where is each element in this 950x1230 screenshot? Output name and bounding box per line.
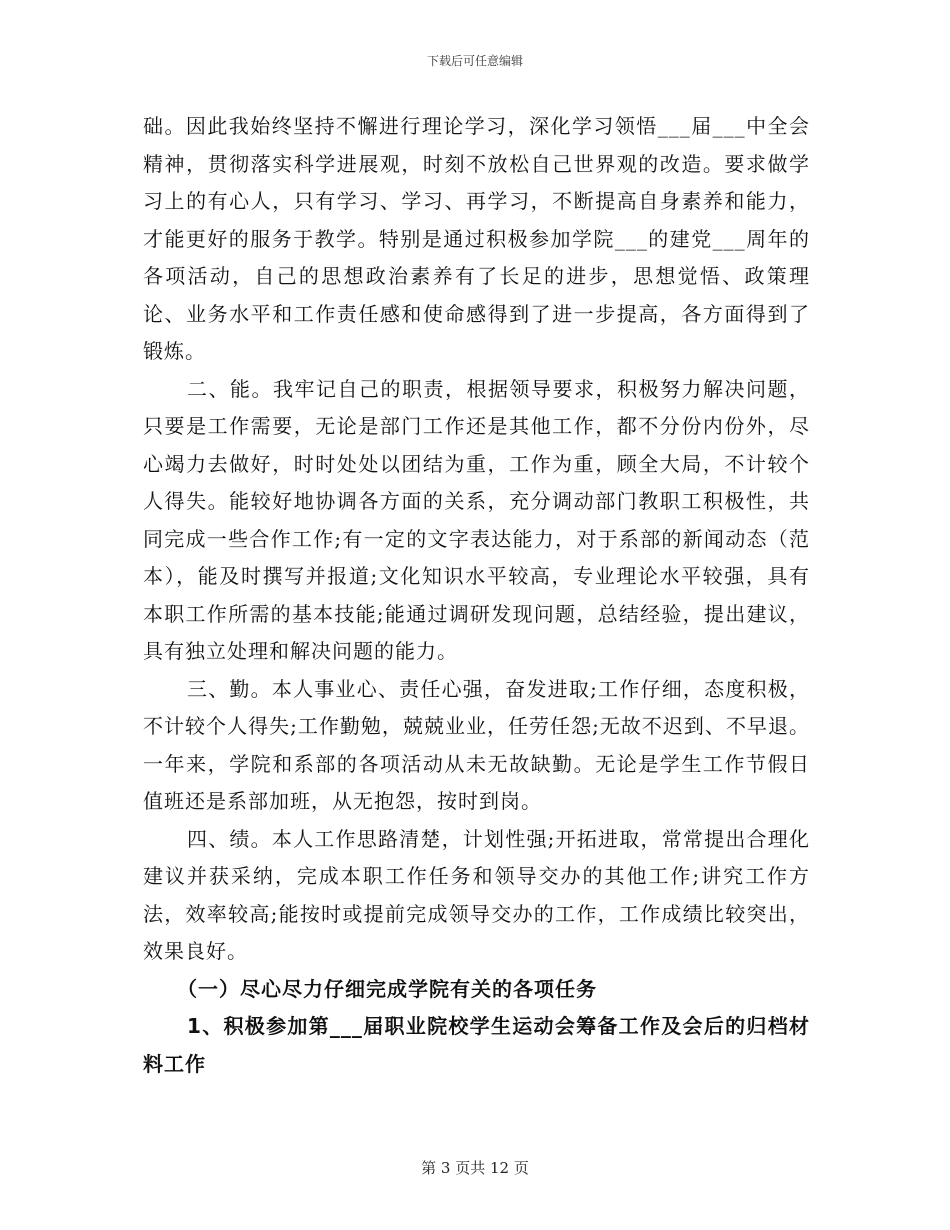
paragraph-achievement: 四、绩。本人工作思路清楚，计划性强;开拓进取，常常提出合理化建议并获采纳，完成本职工作任务和领导交办的其他工作;讲究工作方法，效率较高;能按时或提前完成领导交办的工作，工作成绩比较突出，效果良好。 <box>143 826 810 963</box>
page-header: 下载后可任意编辑 <box>426 54 523 68</box>
page-footer: 第 3 页共 12 页 <box>421 1159 529 1177</box>
document-body <box>143 108 810 1083</box>
paragraph-diligence: 三、勤。本人事业心、责任心强，奋发进取;工作仔细，态度积极，不计较个人得失;工作勤勉，兢兢业业，任劳任怨;无故不迟到、不早退。一年来，学院和系部的各项活动从未无故缺勤。无论是学生工作节假日值班还是系部加班，从无抱怨，按时到岗。 <box>143 676 810 813</box>
paragraph-intro-continued: 础。因此我始终坚持不懈进行理论学习，深化学习领悟___届___中全会精神，贯彻落实科学进展观，时刻不放松自己世界观的改造。要求做学习上的有心人，只有学习、学习、再学习，不断提高自身素养和能力，才能更好的服务于教学。特别是通过积极参加学院___的建党___周年的各项活动，自己的思想政治素养有了长足的进步，思想觉悟、政策理论、业务水平和工作责任感和使命感得到了进一步提高，各方面得到了锻炼。 <box>143 114 810 363</box>
section-heading-1: （一）尽心尽力仔细完成学院有关的各项任务 <box>177 976 597 1001</box>
subsection-heading-1: 1、积极参加第___届职业院校学生运动会筹备工作及会后的归档材料工作 <box>143 1014 810 1076</box>
paragraph-ability: 二、能。我牢记自己的职责，根据领导要求，积极努力解决问题，只要是工作需要，无论是部门工作还是其他工作，都不分份内份外，尽心竭力去做好，时时处处以团结为重，工作为重，顾全大局，不计较个人得失。能较好地协调各方面的关系，充分调动部门教职工积极性，共同完成一些合作工作;有一定的文字表达能力，对于系部的新闻动态（范本），能及时撰写并报道;文化知识水平较高，专业理论水平较强，具有本职工作所需的基本技能;能通过调研发现问题，总结经验，提出建议，具有独立处理和解决问题的能力。 <box>143 376 810 663</box>
